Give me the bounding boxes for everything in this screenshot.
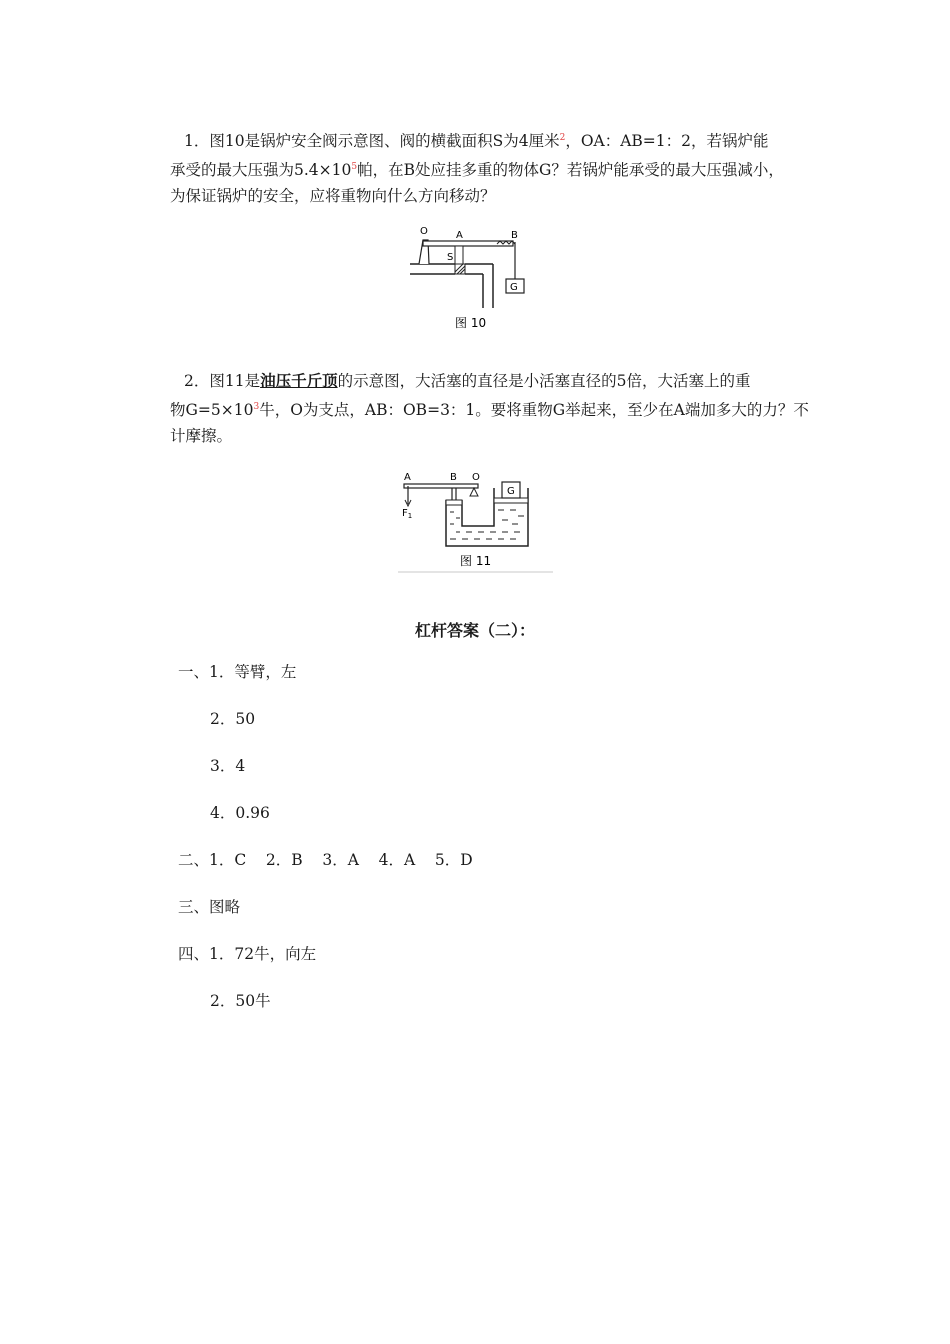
answer-row: 4．0.96 [210,804,270,822]
answer-row: 3．4 [210,757,246,775]
question-1 [170,125,810,209]
answer-row: 二、1．C 2．B 3．A 4．A 5．D [178,851,473,869]
question-2-line-2: 物$G=5\times 10^3$牛，O为支点，AB：OB=3：1。要将重物G举起来，至少在A端加多大的力？不 [170,401,809,420]
question-2-line-1: 2．图11是油压千斤顶的示意图，大活塞的直径是小活塞直径的5倍，大活塞上的重 [184,371,751,390]
question-2 [170,368,810,449]
question-2-line-3: 计摩擦。 [170,427,233,446]
figure-11-caption: 图 11 [460,554,492,568]
superscript: 2 [559,133,566,143]
question-1-line-1: 1．图10是锅炉安全阀示意图、阀的横截面积S为4厘米$^2$，OA：AB=1：2，若锅炉能 [184,132,769,151]
figure-10-safety-valve [405,222,540,334]
question-1-line-2: 承受的最大压强为$5.4\times 10^5$帕，在B处应挂多重的物体G？若锅炉能承受的最大压强减小， [170,161,784,180]
label-f: $F_1$ [402,508,413,520]
label-a: A [456,230,463,241]
label-o: O [420,226,428,237]
figure-11-hydraulic-jack [398,468,553,574]
label-g: G [507,486,515,497]
label-s: S [447,252,454,263]
answer-row: 三、图略 [178,898,241,916]
answer-row: 四、1．72牛，向左 [178,945,317,963]
superscript: 5 [351,162,358,173]
answer-row: 一、1．等臂，左 [178,663,297,681]
label-g: G [510,282,518,293]
superscript: 3 [253,402,260,412]
answer-row: 2．50 [210,710,256,728]
label-a: A [404,472,411,483]
label-b: B [450,472,457,483]
answers-title: 杠杆答案（二）： [414,621,535,640]
label-b: B [511,230,518,241]
hydraulic-jack-link[interactable]: 油压千斤顶 [260,371,338,390]
answer-row: 2．50牛 [210,992,271,1010]
question-1-line-3: 为保证锅炉的安全，应将重物向什么方向移动？ [170,187,496,206]
label-o: O [472,472,480,483]
figure-10-caption: 图 10 [455,316,487,330]
